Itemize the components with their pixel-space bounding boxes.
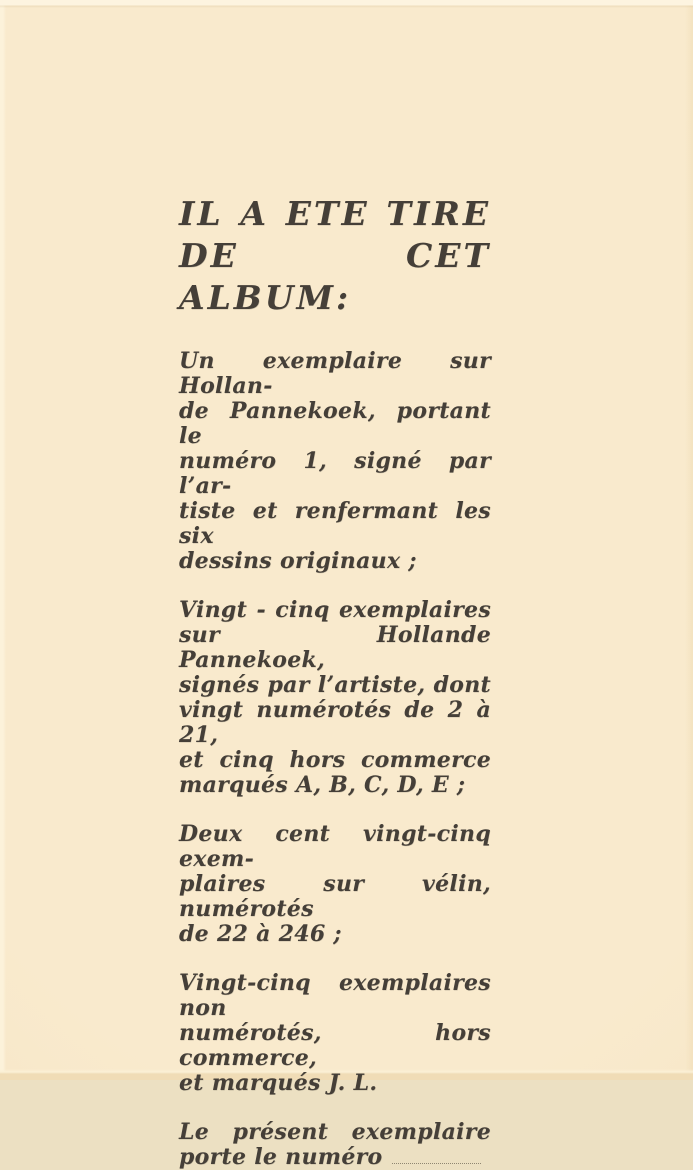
text-line: de 22 à 246 ; [179, 921, 342, 947]
colophon-heading [179, 193, 491, 319]
text-line: Vingt - cinq exemplaires [179, 597, 491, 623]
text-line: et cinq hors commerce [179, 747, 491, 773]
text-line: Un exemplaire sur Hollan- [179, 348, 491, 399]
heading-line: IL A ETE TIRE [179, 194, 491, 233]
paragraphs [179, 349, 491, 1170]
text-line: Deux cent vingt-cinq exem- [179, 821, 491, 872]
text-line: tiste et renfermant les six [179, 498, 491, 549]
text-line: plaires sur vélin, numérotés [179, 871, 491, 922]
colophon-paragraph [179, 598, 491, 798]
colophon-paragraph [179, 349, 491, 574]
number-label: porte le numéro [179, 1144, 383, 1170]
text-line: marqués A, B, C, D, E ; [179, 772, 466, 798]
text-line: dessins originaux ; [179, 548, 417, 574]
colophon-paragraph [179, 1120, 491, 1170]
number-fill-line [392, 1163, 481, 1164]
colophon-text-block [179, 193, 491, 1170]
text-line: sur Hollande Pannekoek, [179, 622, 491, 673]
text-line: numérotés, hors commerce, [179, 1020, 491, 1071]
text-line: de Pannekoek, portant le [179, 398, 491, 449]
text-line: signés par l’artiste, dont [179, 672, 491, 698]
text-line [179, 1145, 491, 1170]
colophon-paragraph [179, 971, 491, 1096]
heading-line: DE CET ALBUM: [179, 236, 491, 317]
text-line: numéro 1, signé par l’ar- [179, 448, 491, 499]
text-line: vingt numérotés de 2 à 21, [179, 697, 491, 748]
text-line: Vingt-cinq exemplaires non [179, 970, 491, 1021]
text-line: et marqués J. L. [179, 1070, 378, 1096]
text-line: Le présent exemplaire [179, 1119, 491, 1145]
colophon-paragraph [179, 822, 491, 947]
